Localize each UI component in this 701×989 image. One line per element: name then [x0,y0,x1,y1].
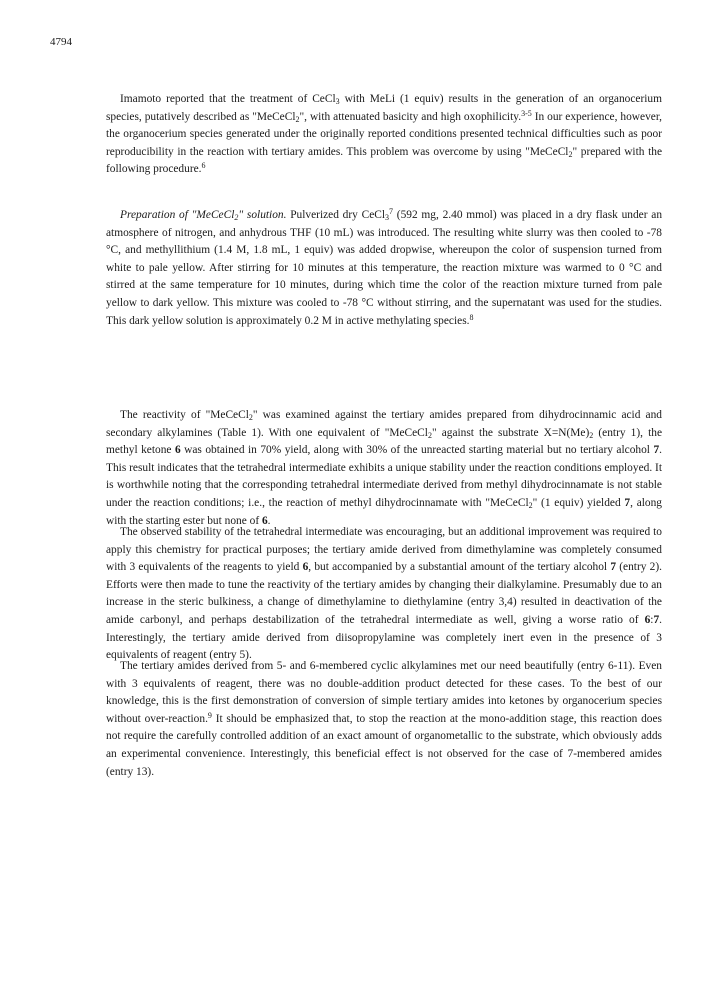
text-run: . [267,514,271,527]
text-run: " solution. [238,209,287,221]
text-run: " (1 equiv) yielded [532,496,625,509]
text-run: 3-5 [521,108,532,118]
text-run: Pulverized dry CeCl [286,209,386,221]
text-run: (entry 2). Efforts were then made to tune the reactivity of the tertiary amides by changing their dialkylamine. Presumably due to an increase in the steric bulkiness, a change of dimethylamine to diethylamine (entry 3,4) resulted in deactivation of the amide carbonyl, and perhaps destabilization of the tetrahedral intermediate as well, giving a worse ratio of [106,561,663,626]
text-run: " against the substrate X=N(Me) [431,426,590,439]
text-run: 6 [201,161,206,171]
text-run: " prepared with the following procedure. [106,145,662,176]
text-run: It should be emphasized that, to stop the reaction at the mono-addition stage, this reaction does not require the carefully controlled addition of an exact amount of organometallic to the substrate, which obviously adds an experimental convenience. Interestingly, this beneficial effect is not observed for the case of 7-membered amides (entry 13). [106,712,662,778]
text-run: The reactivity of "MeCeCl [120,409,249,421]
text-run: " was examined against the tertiary amides prepared from dihydrocinnamic acid and secondary alkylamines (Table 1). With one equivalent of "MeCeCl [106,409,662,439]
text-run: . Interestingly, the tertiary amide derived from diisopropylamine was completely inert even in the presence of 3 equivalents of reagent (entry 5). [106,613,662,662]
text-run: was obtained in 70% yield, along with 30% of the unreacted starting material but no tertiary alcohol [180,444,654,457]
text-run: 2 [248,413,253,422]
text-run: : [650,613,654,626]
text-run: Preparation of "MeCeCl [120,209,235,221]
text-run: 7 [624,496,631,509]
text-run: 2 [589,430,594,440]
paragraph-1 [106,91,662,179]
text-run: 8 [469,312,474,322]
text-run: 7 [610,561,617,574]
text-run: 7 [653,613,660,626]
text-run: Imamoto reported that the treatment of CeCl [120,93,336,105]
text-run: ", with attenuated basicity and high oxophilicity. [299,110,522,123]
text-run: (entry 1), the methyl ketone [106,426,663,457]
text-run: with MeLi (1 equiv) results in the generation of an organocerium species, putatively described as "MeCeCl [106,93,662,123]
text-run: 6 [261,514,268,527]
text-run: . This result indicates that the tetrahedral intermediate exhibits a unique stability under the reaction conditions employed. It is worthwhile noting that the corresponding tetrahedral intermediate derived from methyl dihydrocinnamate is not stable under the reaction conditions; i.e., the reaction of methyl dihydrocinnamate with "MeCeCl [106,444,662,509]
text-run: 2 [528,500,533,510]
text-run: 7 [389,207,394,216]
text-run: , along with the starting ester but none of [106,496,662,527]
paragraph-4 [106,524,662,665]
text-run: 6 [644,613,651,626]
text-run: 6 [174,444,181,457]
text-run: 2 [295,114,300,124]
text-run: The tertiary amides derived from 5- and 6-membered cyclic alkylamines met our need beautifully (entry 6-11). Even with 3 equivalents of reagent, there was no double-addition product detected for these cases. To the best of our knowledge, this is the first demonstration of conversion of simple tertiary amides into ketones by organocerium species without over-reaction. [106,660,662,725]
text-run: 3 [335,97,340,106]
text-run: The observed stability of the tetrahedral intermediate was encouraging, but an additional improvement was required to apply this chemistry for practical purposes; the tertiary amide derived from dimethylamine was completely consumed with 3 equivalents of the reagents to yield [106,526,662,574]
text-run: 9 [207,710,212,720]
paragraph-2 [106,207,662,330]
text-run: 7 [653,444,660,457]
text-run: , but accompanied by a substantial amount of the tertiary alcohol [308,561,611,574]
paragraph-5 [106,658,662,781]
page-number: 4794 [50,36,72,48]
text-run: 6 [302,561,309,574]
text-run: In our experience, however, the organocerium species generated under the originally reported conditions presented technical difficulties such as poor reproducibility in the reaction with tertiary amides. This problem was overcome by using "MeCeCl [106,110,662,158]
text-run: 2 [234,213,239,222]
text-run: 3 [385,213,390,222]
text-run: 2 [427,430,432,440]
text-run: (592 mg, 2.40 mmol) was placed in a dry flask under an atmosphere of nitrogen, and anhydrous THF (10 mL) was introduced. The resulting white slurry was then cooled to -78 °C, and methyllithium (1.4 M, 1.8 mL, 1 equiv) was added dropwise, whereupon the color of suspension turned from white to pale yellow. After stirring for 10 minutes at this temperature, the reaction mixture was warmed to 0 °C and stirred at the same temperature for 10 minutes, during which time the color of the reaction mixture turned from pale yellow to dark yellow. This mixture was cooled to -78 °C without stirring, and the supernatant was used for the studies. This dark yellow solution is approximately 0.2 M in active methylating species. [106,209,663,327]
text-run: 2 [568,149,573,159]
paragraph-3 [106,407,662,530]
